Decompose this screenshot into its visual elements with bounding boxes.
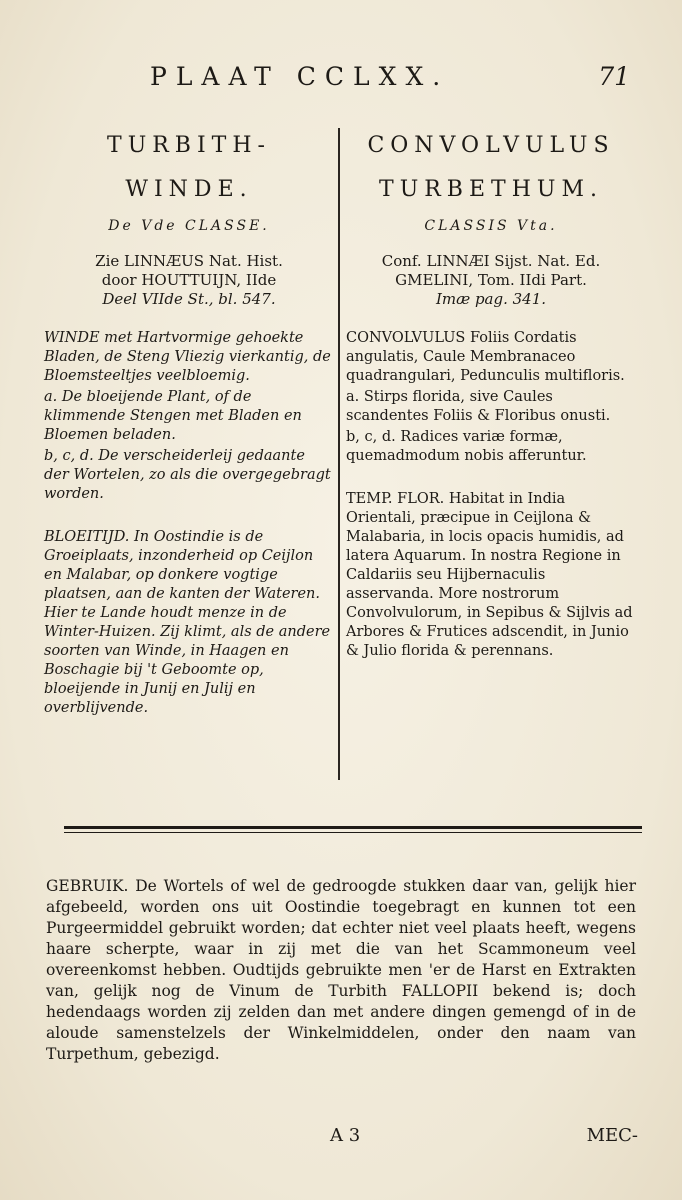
- latin-item-a: a. Stirps florida, sive Caules scandentes Foliis & Floribus onusti.: [346, 389, 611, 424]
- thick-rule: [64, 826, 642, 829]
- page-number: 71: [598, 62, 630, 91]
- latin-temp-flor-block: [346, 490, 636, 661]
- catchword: MEC-: [586, 1125, 638, 1146]
- latin-item-bcd: b, c, d. Radices variæ formæ, quemadmodum nobis afferuntur.: [346, 429, 587, 464]
- dutch-description: WINDE met Hartvormige gehoekte Bladen, de Steng Vliezig vierkantig, de Bloemsteeltjes veelbloemig.: [44, 330, 331, 384]
- section-rule: [64, 826, 642, 836]
- dutch-ref-line2: door HOUTTUIJN, IIde: [101, 271, 277, 289]
- latin-reference: [346, 252, 636, 309]
- dutch-reference: [44, 252, 334, 309]
- dutch-title-line1: TURBITH-: [107, 133, 271, 158]
- latin-ref-line2: GMELINI, Tom. IIdi Part.: [395, 271, 587, 289]
- latin-classis: CLASSIS Vta.: [424, 218, 558, 234]
- latin-description-block: [346, 329, 636, 466]
- latin-title-line1: CONVOLVULUS: [367, 133, 615, 158]
- latin-title-line2: TURBETHUM.: [379, 177, 603, 202]
- dutch-bloeitijd-block: [44, 528, 334, 718]
- latin-temp-flor: TEMP. FLOR. Habitat in India Orientali, præcipue in Ceijlona & Malabaria, in locis opacis humidis, ad latera Aquarum. In nostra Regione in Caldariis seu Hijbernaculis asservanda. More nostrorum Convolvulorum, in Sepibus & Sijlvis ad Arbores & Frutices adscendit, in Junio & Julio florida & perennans.: [346, 491, 633, 659]
- gebruik-paragraph: GEBRUIK. De Wortels of wel de gedroogde stukken daar van, gelijk hier afgebeeld, worden ons uit Oostindie toegebragt en kunnen tot een Purgeermiddel gebruikt worden; dat echter niet veel plaats heeft, wegens haare scherpte, waar in zij met die van het Scammoneum veel overeenkomst hebben. Oudtijds gebruikte men 'er de Harst en Extrakten van, gelijk nog de Vinum de Turbith FALLOPII bekend is; doch hedendaags worden zij zelden dan met andere dingen gemengd of in de aloude samenstelzels der Winkelmiddelen, onder den naam van Turpethum, gebezigd.: [46, 877, 636, 1063]
- dutch-title-line2: WINDE.: [125, 177, 253, 202]
- dutch-item-bcd: b, c, d. De verscheiderleij gedaante der Wortelen, zo als die overgegebragt worden.: [44, 448, 331, 502]
- latin-description: CONVOLVULUS Foliis Cordatis angulatis, Caule Membranaceo quadrangulari, Pedunculis multifloris.: [346, 330, 625, 384]
- dutch-description-block: [44, 329, 334, 504]
- dutch-classis: De Vde CLASSE.: [108, 218, 270, 234]
- dutch-item-a: a. De bloeijende Plant, of de klimmende Stengen met Bladen en Bloemen beladen.: [44, 389, 302, 443]
- latin-column: [346, 124, 636, 663]
- dutch-bloeitijd: BLOEITIJD. In Oostindie is de Groeiplaats, inzonderheid op Ceijlon en Malabar, op donkere vogtige plaatsen, aan de kanten der Wateren. Hier te Lande houdt menze in de Winter-Huizen. Zij klimt, als de andere soorten van Winde, in Haagen en Boschagie bij 't Geboomte op, bloeijende in Junij en Julij en overblijvende.: [44, 529, 331, 716]
- column-divider: [338, 128, 340, 780]
- dutch-ref-line3: Deel VIIde St., bl. 547.: [102, 290, 276, 308]
- signature-mark: A 3: [330, 1125, 361, 1146]
- thin-rule: [64, 832, 642, 833]
- plate-header: PLAAT CCLXX.: [150, 62, 450, 91]
- dutch-column: [44, 124, 334, 720]
- dutch-ref-line1: Zie LINNÆUS Nat. Hist.: [95, 252, 283, 270]
- latin-ref-line3: Imæ pag. 341.: [435, 290, 547, 308]
- latin-ref-line1: Conf. LINNÆI Sijst. Nat. Ed.: [381, 252, 601, 270]
